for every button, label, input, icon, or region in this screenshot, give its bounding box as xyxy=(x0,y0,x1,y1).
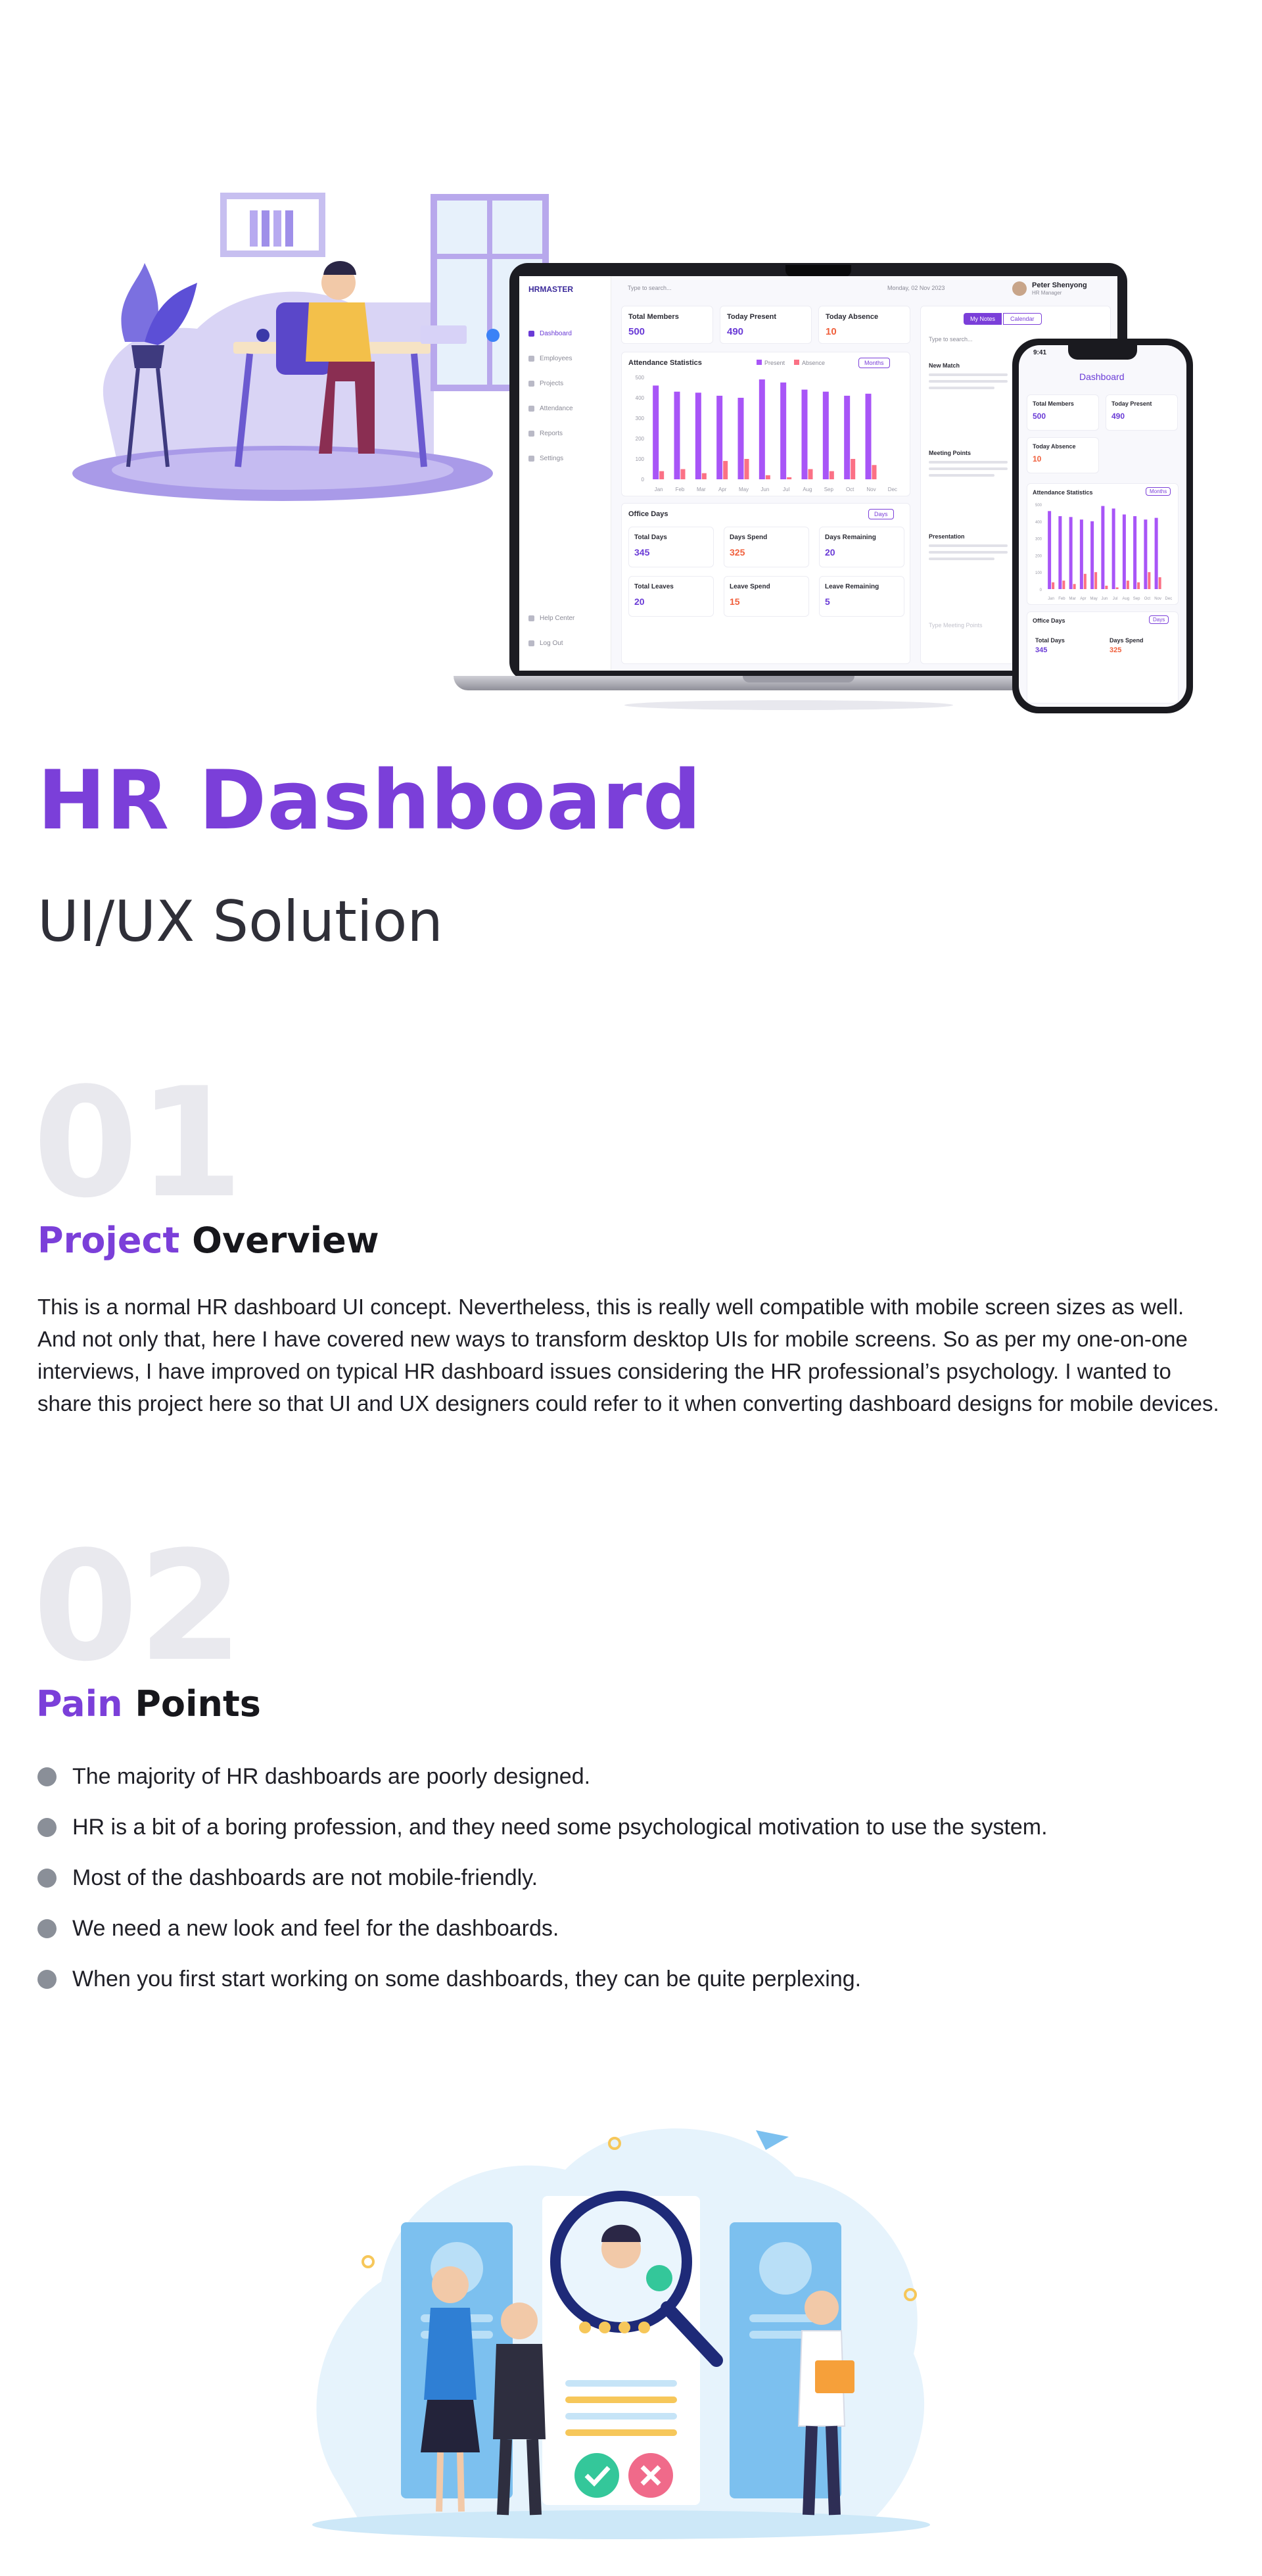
pain-points-list xyxy=(37,1752,1221,2005)
nav-label: Dashboard xyxy=(540,330,572,337)
section-heading xyxy=(36,1683,261,1725)
office-stat-value: 345 xyxy=(634,547,650,558)
bar-absence-nov xyxy=(872,465,877,479)
bar-absence-jun xyxy=(766,475,770,479)
office-stat-value: 20 xyxy=(825,547,835,558)
phone-stat-value: 500 xyxy=(1033,412,1046,421)
list-item-text: The majority of HR dashboards are poorly designed. xyxy=(72,1764,591,1789)
phone-stat-label: Today Absence xyxy=(1033,443,1076,450)
nav-item-log-out[interactable] xyxy=(528,640,563,647)
phone-office-days-card xyxy=(1027,611,1179,704)
hero-illustration xyxy=(0,0,1262,756)
nav-item-settings[interactable] xyxy=(528,455,563,462)
bar-absence-jul xyxy=(1116,587,1119,589)
y-tick-label: 500 xyxy=(1035,504,1042,508)
y-tick-label: 500 xyxy=(635,375,644,381)
phone-stat-value: 10 xyxy=(1033,454,1042,464)
bar-present-jan xyxy=(653,385,659,479)
phone-stat-label: Total Members xyxy=(1033,400,1074,407)
bar-present-jan xyxy=(1048,511,1051,589)
phone-days-dropdown[interactable]: Days xyxy=(1149,615,1169,624)
list-item xyxy=(37,1853,1221,1903)
bar-present-jun xyxy=(759,379,765,479)
nav-item-attendance[interactable] xyxy=(528,405,573,412)
office-stat xyxy=(628,576,714,617)
bar-absence-jul xyxy=(787,477,791,479)
phone-stat-card xyxy=(1027,437,1099,473)
phone-office-days-title: Office Days xyxy=(1033,617,1065,624)
bar-absence-jun xyxy=(1105,586,1108,589)
nav-label: Settings xyxy=(540,455,564,462)
x-tick-label: Jan xyxy=(654,487,663,492)
section-number: 02 xyxy=(33,1519,244,1695)
legend-label: Present xyxy=(764,360,785,366)
y-tick-label: 400 xyxy=(635,395,644,401)
x-tick-label: Mar xyxy=(1069,597,1076,601)
nav-label: Reports xyxy=(540,430,563,437)
office-stat xyxy=(819,576,904,617)
x-tick-label: Dec xyxy=(1165,597,1173,601)
folder-icon xyxy=(528,381,534,387)
attendance-chart-card xyxy=(621,352,910,496)
user-role: HR Manager xyxy=(1032,290,1062,296)
x-tick-label: Oct xyxy=(1144,597,1151,601)
y-tick-label: 200 xyxy=(1035,554,1042,559)
y-tick-label: 300 xyxy=(1035,537,1042,542)
x-tick-label: Feb xyxy=(675,487,685,492)
overview-paragraph: This is a normal HR dashboard UI concept. Nevertheless, this is really well compatible with mobile screen sizes as well. And not only that, here I have covered new ways to transform desktop UIs for mobile screens. So as per my one-on-one interviews, I have improved on typical HR dashboard issues considering the HR professional’s psychology. I wanted to share this project here so that UI and UX designers could refer to it when converting dashboard designs for mobile devices. xyxy=(37,1295,1219,1416)
list-item-text: HR is a bit of a boring profession, and they need some psychological motivation to use the system. xyxy=(72,1815,1048,1840)
list-item xyxy=(37,1802,1221,1853)
x-tick-label: Dec xyxy=(887,487,897,492)
phone-time: 9:41 xyxy=(1033,349,1047,356)
x-tick-label: Feb xyxy=(1058,597,1065,601)
phone-stat-card xyxy=(1027,394,1099,431)
heading-rest: Points xyxy=(135,1683,261,1725)
y-tick-label: 100 xyxy=(635,456,644,462)
bullet-icon xyxy=(37,1919,57,1938)
nav-item-help-center[interactable] xyxy=(528,615,574,622)
y-tick-label: 300 xyxy=(635,416,644,421)
bullet-icon xyxy=(37,1767,57,1786)
user-name: Peter Shenyong xyxy=(1032,281,1087,289)
bar-present-feb xyxy=(1058,516,1062,589)
days-dropdown[interactable]: Days xyxy=(868,509,894,519)
heading-rest: Overview xyxy=(192,1220,379,1261)
bar-present-aug xyxy=(802,390,808,479)
phone-stat-value: 490 xyxy=(1111,412,1125,421)
legend-absence xyxy=(794,360,825,366)
office-stat-value: 5 xyxy=(825,596,830,607)
x-tick-label: Apr xyxy=(1080,597,1087,601)
stat-value: 10 xyxy=(826,326,837,337)
office-stat xyxy=(819,527,904,567)
bar-present-feb xyxy=(674,392,680,479)
stat-card-today-present xyxy=(720,306,812,344)
phone-office-stat-label: Total Days xyxy=(1035,637,1065,644)
office-stat xyxy=(628,527,714,567)
bar-absence-feb xyxy=(681,469,686,480)
x-tick-label: Aug xyxy=(803,487,812,492)
x-tick-label: Mar xyxy=(696,487,706,492)
section-number: 01 xyxy=(33,1056,244,1231)
bar-absence-nov xyxy=(1159,577,1161,589)
bar-absence-sep xyxy=(1137,583,1140,589)
y-tick-label: 100 xyxy=(1035,571,1042,576)
nav-label: Employees xyxy=(540,355,573,362)
office-stat-label: Leave Remaining xyxy=(825,583,879,590)
x-tick-label: Sep xyxy=(1133,597,1140,601)
phone-mockup xyxy=(1012,339,1193,713)
bar-present-nov xyxy=(866,394,872,479)
bar-present-may xyxy=(738,398,744,479)
x-tick-label: Jul xyxy=(1112,597,1118,601)
stat-card-total-members xyxy=(621,306,713,344)
bar-present-mar xyxy=(695,393,701,479)
stat-value: 490 xyxy=(727,326,744,337)
phone-stat-card xyxy=(1106,394,1178,431)
x-tick-label: Jan xyxy=(1048,597,1054,601)
bar-absence-apr xyxy=(1084,574,1087,589)
y-tick-label: 400 xyxy=(1035,520,1042,525)
heading-accent: Pain xyxy=(36,1683,123,1725)
phone-office-stat-value: 325 xyxy=(1110,646,1122,654)
legend-label: Absence xyxy=(802,360,826,366)
office-stat-value: 20 xyxy=(634,596,645,607)
phone-title: Dashboard xyxy=(1079,371,1125,382)
sidebar xyxy=(519,276,611,671)
nav-item-employees[interactable] xyxy=(528,355,572,362)
phone-attendance-chart xyxy=(1027,500,1179,602)
bar-present-oct xyxy=(844,396,850,479)
nav-label: Help Center xyxy=(540,615,575,622)
y-tick-label: 0 xyxy=(641,477,644,483)
y-tick-label: 0 xyxy=(1039,588,1042,592)
nav-item-dashboard[interactable] xyxy=(528,330,572,337)
report-icon xyxy=(528,431,534,437)
office-stat-value: 15 xyxy=(730,596,740,607)
x-tick-label: Apr xyxy=(718,487,727,492)
bar-present-apr xyxy=(716,396,722,479)
x-tick-label: Jul xyxy=(783,487,790,492)
bullet-icon xyxy=(37,1818,57,1837)
note-title: New Match xyxy=(929,362,960,369)
x-tick-label: Jun xyxy=(760,487,770,492)
bar-absence-mar xyxy=(1073,584,1076,589)
x-tick-label: Sep xyxy=(824,487,833,492)
attendance-bar-chart xyxy=(622,372,911,494)
nav-item-reports[interactable] xyxy=(528,430,563,437)
bar-absence-jan xyxy=(659,471,664,479)
months-dropdown[interactable]: Months xyxy=(858,358,890,368)
list-item xyxy=(37,1903,1221,1954)
office-stat-label: Leave Spend xyxy=(730,583,770,590)
bar-absence-mar xyxy=(702,473,707,479)
list-item-text: We need a new look and feel for the dashboards. xyxy=(72,1916,559,1941)
bar-present-sep xyxy=(823,392,829,479)
phone-stat-label: Today Present xyxy=(1111,400,1152,407)
office-stat-value: 325 xyxy=(730,547,745,558)
note-title: Presentation xyxy=(929,533,965,540)
users-icon xyxy=(528,356,534,362)
bar-absence-may xyxy=(745,459,749,479)
bar-absence-sep xyxy=(830,471,834,479)
bar-absence-apr xyxy=(723,461,728,479)
bar-present-aug xyxy=(1123,514,1126,589)
tab-calendar[interactable]: Calendar xyxy=(1003,313,1042,325)
bar-present-jun xyxy=(1101,506,1104,589)
office-days-title: Office Days xyxy=(628,510,668,518)
bar-absence-oct xyxy=(851,459,855,479)
chart-title: Attendance Statistics xyxy=(628,359,702,367)
office-stat xyxy=(724,576,809,617)
tab-my-notes[interactable]: My Notes xyxy=(964,313,1002,325)
phone-chart-title: Attendance Statistics xyxy=(1033,489,1093,496)
office-stat-label: Days Spend xyxy=(730,534,768,541)
x-tick-label: Jun xyxy=(1101,597,1108,601)
calendar-icon xyxy=(528,406,534,412)
bar-absence-aug xyxy=(808,469,813,480)
office-stat xyxy=(724,527,809,567)
stat-label: Total Members xyxy=(628,313,679,321)
logout-icon xyxy=(528,640,534,646)
note-input[interactable]: Type Meeting Points xyxy=(929,622,983,629)
phone-months-dropdown[interactable]: Months xyxy=(1146,487,1171,496)
list-item-text: When you first start working on some dashboards, they can be quite perplexing. xyxy=(72,1967,862,1992)
bar-absence-feb xyxy=(1062,581,1065,589)
stat-label: Today Present xyxy=(727,313,776,321)
avatar[interactable] xyxy=(1012,281,1027,296)
x-tick-label: May xyxy=(1090,597,1098,601)
list-item-text: Most of the dashboards are not mobile-friendly. xyxy=(72,1865,538,1890)
phone-screen xyxy=(1019,345,1186,707)
bar-present-mar xyxy=(1069,517,1073,589)
legend-present xyxy=(757,360,785,366)
list-item xyxy=(37,1954,1221,2005)
x-tick-label: Nov xyxy=(866,487,876,492)
stat-label: Today Absence xyxy=(826,313,879,321)
bar-present-sep xyxy=(1133,516,1136,589)
x-tick-label: Oct xyxy=(845,487,854,492)
nav-label: Projects xyxy=(540,380,564,387)
bar-present-jul xyxy=(1112,508,1115,589)
x-tick-label: May xyxy=(738,487,749,492)
stat-value: 500 xyxy=(628,326,645,337)
office-days-card xyxy=(621,503,910,664)
bar-present-apr xyxy=(1080,519,1083,589)
nav-label: Log Out xyxy=(540,640,563,647)
bar-present-nov xyxy=(1155,518,1158,589)
page-subtitle: UI/UX Solution xyxy=(37,889,443,955)
brand-logo: HRMASTER xyxy=(528,285,573,294)
list-item xyxy=(37,1752,1221,1802)
search-input[interactable]: Type to search... xyxy=(628,285,672,291)
bar-present-oct xyxy=(1144,519,1147,589)
date-label: Monday, 02 Nov 2023 xyxy=(887,285,945,291)
gear-icon xyxy=(528,456,534,462)
y-tick-label: 200 xyxy=(635,436,644,442)
dashboard-icon xyxy=(528,331,534,337)
phone-office-stat-value: 345 xyxy=(1035,646,1048,654)
bar-present-may xyxy=(1090,521,1094,589)
heading-accent: Project xyxy=(37,1220,180,1261)
stat-card-today-absence xyxy=(818,306,910,344)
bar-present-jul xyxy=(780,383,786,479)
phone-chart-card xyxy=(1027,483,1179,605)
bar-absence-oct xyxy=(1148,572,1150,589)
note-title: Meeting Points xyxy=(929,450,971,456)
bar-absence-jan xyxy=(1052,583,1054,589)
x-tick-label: Aug xyxy=(1122,597,1130,601)
bar-absence-may xyxy=(1094,572,1097,589)
office-stat-label: Total Leaves xyxy=(634,583,674,590)
section-heading xyxy=(37,1220,379,1261)
phone-office-stat-label: Days Spend xyxy=(1110,637,1144,644)
bullet-icon xyxy=(37,1869,57,1888)
office-stat-label: Days Remaining xyxy=(825,534,876,541)
nav-item-projects[interactable] xyxy=(528,380,563,387)
recruitment-illustration xyxy=(283,2071,960,2551)
office-stat-label: Total Days xyxy=(634,534,667,541)
page-title: HR Dashboard xyxy=(37,753,702,848)
x-tick-label: Nov xyxy=(1154,597,1161,601)
help-icon xyxy=(528,615,534,621)
notes-search-input[interactable]: Type to search... xyxy=(929,336,973,343)
nav-label: Attendance xyxy=(540,405,573,412)
bar-absence-aug xyxy=(1127,581,1129,589)
bullet-icon xyxy=(37,1970,57,1989)
